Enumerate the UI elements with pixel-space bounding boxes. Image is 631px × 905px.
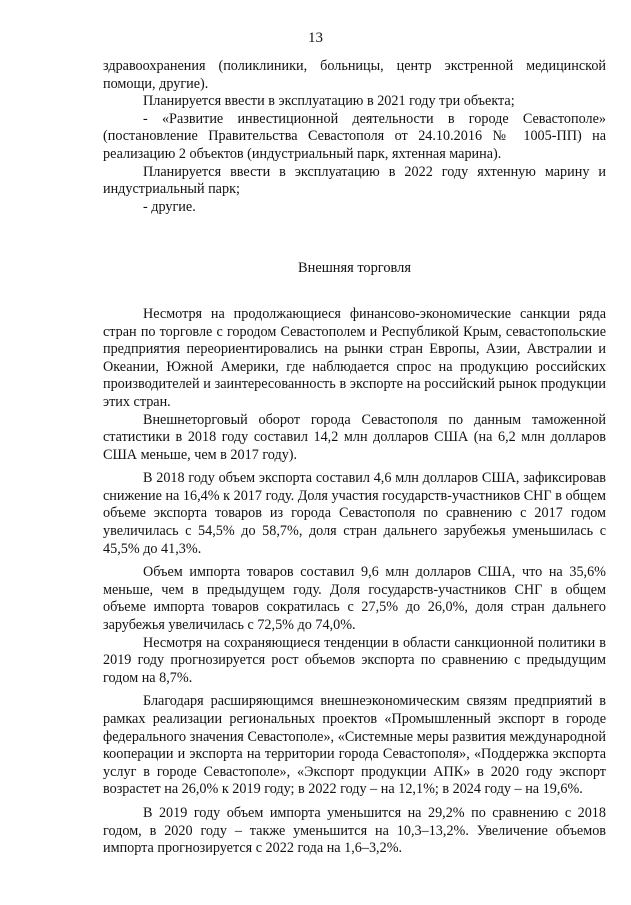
document-body: [103, 58, 606, 858]
paragraph: - «Развитие инвестиционной деятельности в городе Севастополе» (постановление Правительства Севастополя от 24.10.2016 № 1005-ПП) на реализацию 2 объектов (индустриальный парк, яхтенная марина).: [103, 110, 606, 162]
paragraph: Планируется ввести в эксплуатацию в 2022 году яхтенную марину и индустриальный парк;: [103, 163, 606, 198]
paragraph: - другие.: [143, 198, 196, 215]
paragraph: В 2019 году объем импорта уменьшится на 29,2% по сравнению с 2018 годом, в 2020 году – также уменьшится на 10,3–13,2%. Увеличение объемов импорта прогнозируется с 2022 года на 1,6–3,2%.: [103, 804, 606, 857]
paragraph: здравоохранения (поликлиники, больницы, центр экстренной медицинской помощи, другие).: [103, 58, 606, 92]
page-number: 13: [308, 30, 323, 46]
paragraph: Несмотря на продолжающиеся финансово-экономические санкции ряда стран по торговле с городом Севастополем и Республикой Крым, севастопольские предприятия переориентировались на рынки стран Европы, Азии, Австралии и Океании, Южной Америки, где наблюдается спрос на продукцию российских производителей и заинтересованность в экспорте на российский рынок продукции этих стран.: [103, 305, 606, 410]
section-heading: Внешняя торговля: [298, 260, 411, 277]
paragraph: В 2018 году объем экспорта составил 4,6 млн долларов США, зафиксировав снижение на 16,4% к 2017 году. Доля участия государств-участников СНГ в общем объеме экспорта товаров из города Севастополя по сравнению с 2017 годом увеличилась с 54,5% до 58,7%, доля стран дальнего зарубежья уменьшилась с 45,5% до 41,3%.: [103, 470, 606, 557]
paragraph: Планируется ввести в эксплуатацию в 2021 году три объекта;: [143, 93, 515, 110]
paragraph: Внешнеторговый оборот города Севастополя по данным таможенной статистики в 2018 году составил 14,2 млн долларов США (на 6,2 млн долларов США меньше, чем в 2017 году).: [103, 411, 606, 463]
paragraph: Несмотря на сохраняющиеся тенденции в области санкционной политики в 2019 году прогнозируется рост объемов экспорта по сравнению с предыдущим годом на 8,7%.: [103, 634, 606, 686]
paragraph: Благодаря расширяющимся внешнеэкономическим связям предприятий в рамках реализации региональных проектов «Промышленный экспорт в городе федерального значения Севастополе», «Системные меры развития международной кооперации и экспорта на территории города Севастополя», «Поддержка экспорта услуг в городе Севастополе», «Экспорт продукции АПК» в 2020 году экспорт возрастет на 26,0% к 2019 году; в 2022 году – на 12,1%; в 2024 году – на 19,6%.: [103, 693, 606, 798]
paragraph: Объем импорта товаров составил 9,6 млн долларов США, что на 35,6% меньше, чем в предыдущем году. Доля государств-участников СНГ в общем объеме импорта товаров сократилась с 27,5% до 26,0%, доля стран дальнего зарубежья увеличилась с 72,5% до 74,0%.: [103, 564, 606, 634]
